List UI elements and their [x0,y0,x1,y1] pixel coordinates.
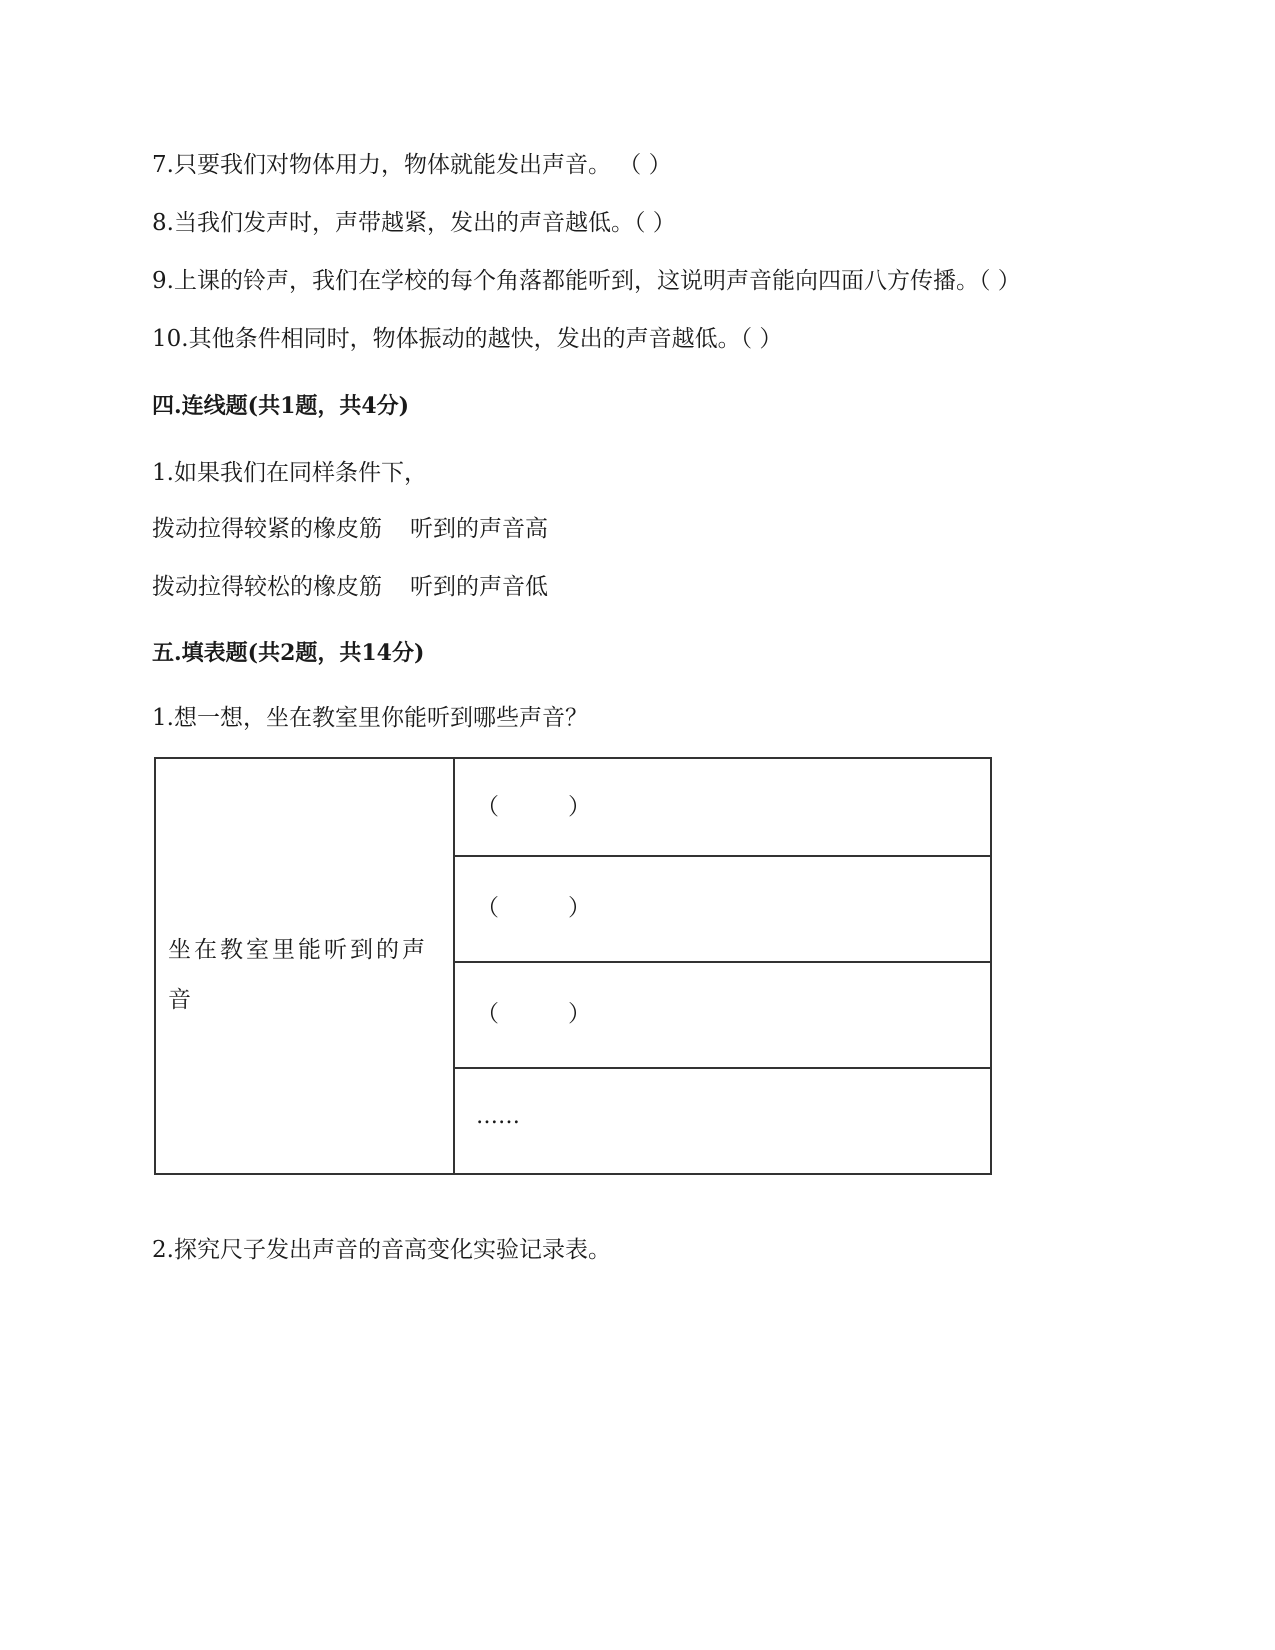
matching-left-1: 拨动拉得较紧的橡皮筋 [152,516,382,542]
table-question-2: 2.探究尺子发出声音的音高变化实验记录表。 [152,1237,611,1263]
section-5-heading: 五.填表题(共2题，共14分) [152,640,425,666]
sounds-table [154,757,992,1175]
matching-right-2: 听到的声音低 [410,574,548,600]
table-vertical-divider [453,759,455,1173]
judgment-item-8: 8.当我们发声时，声带越紧，发出的声音越低。（ ） [152,210,676,236]
matching-row-2 [152,572,548,602]
judgment-item-10: 10.其他条件相同时，物体振动的越快，发出的声音越低。（ ） [152,326,783,352]
table-cell-3[interactable]: （ ） [476,1001,591,1027]
table-question-1: 1.想一想，坐在教室里你能听到哪些声音？ [152,705,588,731]
table-left-label: 坐在教室里能听到的声音 [168,937,428,1013]
section-4-heading: 四.连线题(共1题，共4分) [152,393,410,419]
matching-left-2: 拨动拉得较松的橡皮筋 [152,574,382,600]
table-cell-1[interactable]: （ ） [476,794,591,820]
matching-row-1 [152,514,548,544]
table-cell-4[interactable]: …… [476,1104,520,1129]
judgment-item-9: 9.上课的铃声，我们在学校的每个角落都能听到，这说明声音能向四面八方传播。（ ） [152,268,1021,294]
table-cell-2[interactable]: （ ） [476,895,591,921]
table-row-divider [453,1067,990,1069]
table-row-divider [453,961,990,963]
matching-question-1: 1.如果我们在同样条件下， [152,460,427,486]
matching-right-1: 听到的声音高 [410,516,548,542]
judgment-item-7: 7.只要我们对物体用力，物体就能发出声音。 （ ） [152,152,672,178]
table-row-divider [453,855,990,857]
